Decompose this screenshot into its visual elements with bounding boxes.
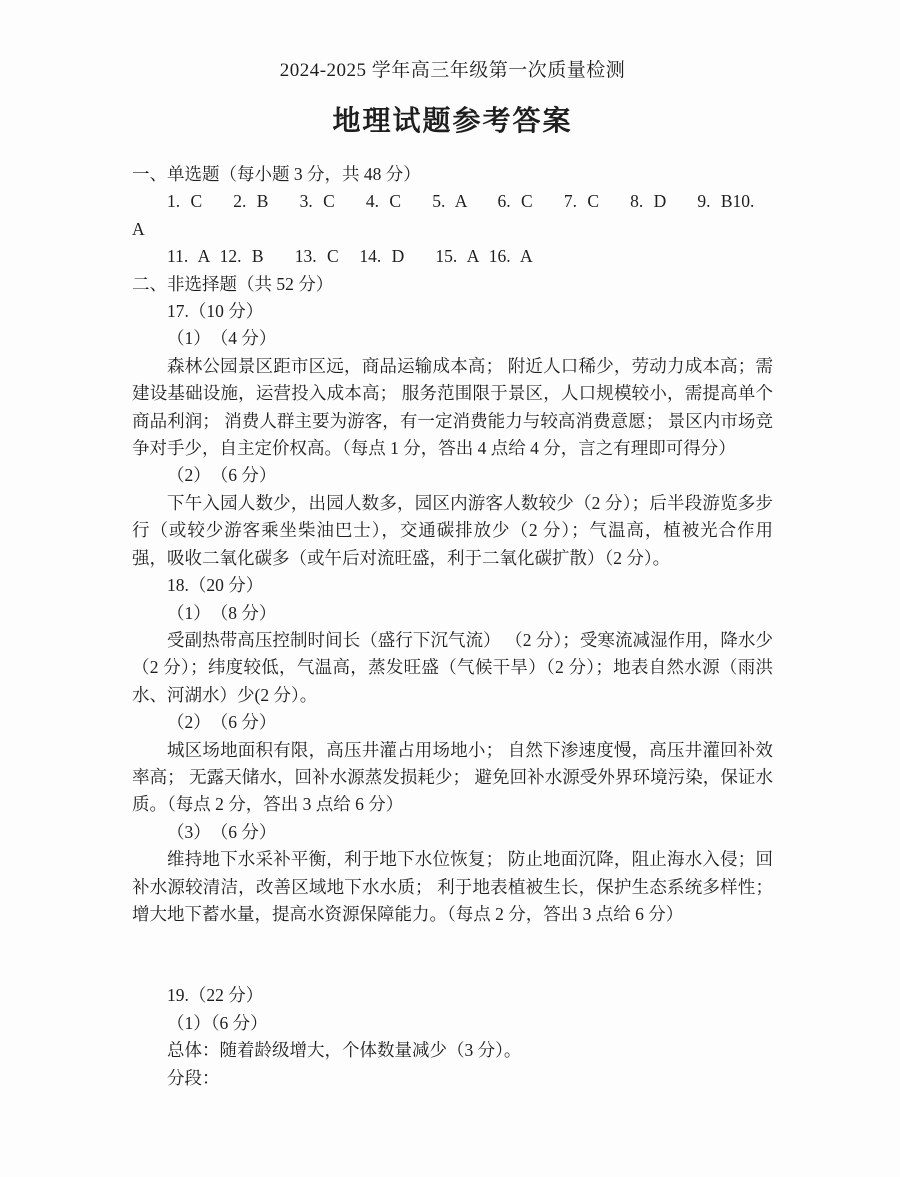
q19-segment-label: 分段： bbox=[167, 1067, 220, 1088]
q19-part1-label: （1）（6 分） bbox=[167, 1012, 268, 1033]
q17-number: 17.（10 分） bbox=[167, 301, 264, 322]
question-18-block bbox=[132, 572, 773, 928]
q17-part1-label: （1） （4 分） bbox=[167, 328, 277, 349]
q18-part2-label: （2） （6 分） bbox=[167, 712, 277, 733]
q18-part3-label: （3） （6 分） bbox=[167, 821, 277, 842]
choice-answers-row-1: 1. C 2. B 3. C 4. C 5. A 6. C 7. C 8. D 9. B10. A bbox=[132, 191, 764, 239]
q17-part2-label: （2） （6 分） bbox=[167, 465, 277, 486]
q18-part3-answer: 维持地下水采补平衡，利于地下水位恢复； 防止地面沉降，阻止海水入侵；回补水源较清洁，改善区域地下水水质； 利于地表植被生长，保护生态系统多样性； 增大地下蓄水量，提高水资源保障能力。（每点 2 分，答出 3 点给 6 分） bbox=[132, 849, 773, 924]
document-content bbox=[132, 56, 773, 1092]
question-17-block bbox=[132, 298, 773, 572]
section-1-heading: 一、单选题（每小题 3 分，共 48 分） bbox=[132, 164, 421, 184]
q18-part2-answer: 城区场地面积有限，高压井灌占用场地小； 自然下渗速度慢，高压井灌回补效率高； 无露天储水，回补水源蒸发损耗少； 避免回补水源受外界环境污染，保证水质。（每点 2 分，答出 3 点给 6 分） bbox=[132, 739, 773, 815]
q17-part1-answer: 森林公园景区距市区远，商品运输成本高； 附近人口稀少，劳动力成本高；需建设基础设施，运营投入成本高； 服务范围限于景区，人口规模较小，需提高单个商品利润； 消费人群主要为游客，有一定消费能力与较高消费意愿； 景区内市场竞争对手少，自主定价权高。（每点 1 分，答出 4 点给 4 分，言之有理即可得分） bbox=[132, 355, 773, 459]
q18-part1-answer: 受副热带高压控制时间长（盛行下沉气流） （2 分）；受寒流减湿作用，降水少（2 分）；纬度较低，气温高，蒸发旺盛（气候干旱）（2 分）；地表自然水源（雨洪水、河湖水）少(2 分）。 bbox=[132, 629, 773, 705]
page-title: 地理试题参考答案 bbox=[332, 106, 573, 137]
exam-session-line: 2024-2025 学年高三年级第一次质量检测 bbox=[279, 60, 626, 81]
q19-number: 19.（22 分） bbox=[167, 985, 264, 1006]
choice-answers-row-2: 11. A 12. B 13. C 14. D 15. A 16. A bbox=[167, 246, 533, 267]
q18-number: 18.（20 分） bbox=[167, 575, 264, 596]
q17-part2-answer: 下午入园人数少，出园人数多，园区内游客人数较少（2 分）；后半段游览多步行（或较少游客乘坐柴油巴士），交通碳排放少（2 分）；气温高，植被光合作用强，吸收二氧化碳多（或午后对流旺盛，利于二氧化碳扩散）（2 分）。 bbox=[132, 492, 773, 568]
section-2-heading: 二、非选择题（共 52 分） bbox=[132, 273, 334, 294]
q19-overall-answer: 总体：随着龄级增大，个体数量减少（3 分）。 bbox=[167, 1040, 522, 1061]
question-19-block bbox=[132, 982, 773, 1092]
q18-part1-label: （1） （8 分） bbox=[167, 602, 277, 623]
